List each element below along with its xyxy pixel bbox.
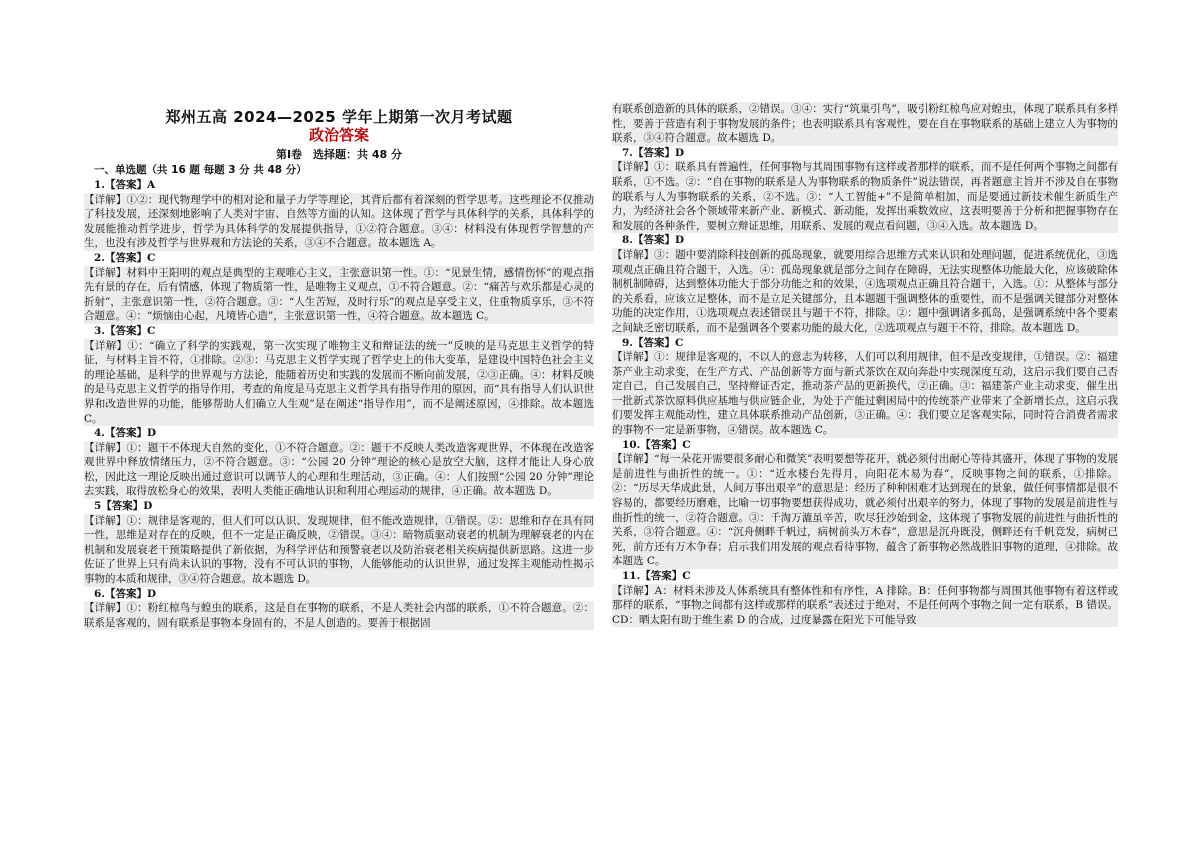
answer-block <box>612 569 1118 627</box>
answer-label: 2.【答案】C <box>94 251 156 264</box>
explanation-text: 【详解】①：粉红椋鸟与蝗虫的联系，这是自在事物的联系，不是人类社会内部的联系，①不符合题意。②：联系是客观的，固有联系是事物本身固有的，不是人创造的。要善于根据固 <box>84 602 594 629</box>
answer-label: 6.【答案】D <box>94 587 157 600</box>
explanation-text: 【详解】“每一朵花开需要很多耐心和微笑”表明要想等花开，就必须付出耐心等待其盛开，体现了事物的发展是前进性与曲折性的统一。①：“近水楼台先得月，向阳花木易为春”，反映事物之间的联系，①排除。②：“历尽天华成此景，人间万事出艰辛”的意思是：经历了种种困难才达到现在的景象，做任何事情都是很不容易的，都要经历磨难，比喻一切事物要想获得成功，就必须付出艰辛的努力，体现了事物的发展是前进性与曲折性的统一，②符合题意。③：千淘万漉虽辛苦，吹尽狂沙始到金，这体现了事物发展的前进性与曲折性的关系，③符合题意。④：“沉舟侧畔千帆过，病树前头万木春”，意思是沉舟既没，侧畔还有千帆竞发，病树已死，前方还有万木争春；启示我们用发展的观点看待事物，蕴含了新事物必然战胜旧事物的道理，④排除。故本题选 C。 <box>612 453 1118 568</box>
answer-label: 11.【答案】C <box>622 570 691 582</box>
explanation-text: 【详解】①：规律是客观的，但人们可以认识、发现规律，但不能改造规律，①错误。②：思维和存在具有同一性，思维是对存在的反映，但不一定是正确反映，②错误。③④：暗物质驱动衰老的机制为理解衰老的内在机制和发展衰老干预策略提供了新依据，为科学评估和预警衰老以及防治衰老相关疾病提供新思路。这进一步佐证了世界上只有尚未认识的事物，没有不可认识的事物，人能够能动的认识世界，通过发挥主观能动性揭示事物的本质和规律，③④符合题意。故本题选 D。 <box>84 514 594 586</box>
page-subtitle: 政治答案 <box>308 126 369 144</box>
left-column <box>84 178 594 630</box>
answer-block <box>84 251 594 324</box>
answer-block <box>84 587 594 631</box>
page-title: 郑州五高 2024—2025 学年上期第一次月考试题 <box>165 108 513 126</box>
explanation-text: 【详解】①②：现代物理学中的相对论和量子力学等理论，其背后都有着深刻的哲学思考。这些理论不仅推动了科技发展，还深刻地影响了人类对宇宙、自然等方面的认知。这体现了哲学与具体科学的关系，具体科学的发展能推动哲学进步，哲学为具体科学的发展提供指导，①②符合题意。③④：材料没有体现哲学智慧的产生，也没有涉及哲学与世界观和方法论的关系，③④不合题意。故本题选 A。 <box>84 193 594 250</box>
answer-label: 8.【答案】D <box>622 234 685 247</box>
explanation-text: 【详解】①：“确立了科学的实践观，第一次实现了唯物主义和辩证法的统一”反映的是马克思主义哲学的特征，与材料主旨不符，①排除。②③：马克思主义哲学实现了哲学史上的伟大变革，是建设中国特色社会主义的理论基础，是科学的世界观与方法论，能随着历史和实践的发展而不断向前发展，②③正确。④：材料反映的是马克思主义哲学的指导作用，考查的角度是马克思主义哲学具有指导作用的原因，而“具有指导人们认识世界和改造世界的功能，能够帮助人们确立人生观”是在阐述“指导作用”，而不是阐述原因，④排除。故本题选 C。 <box>84 339 594 425</box>
answer-label: 3.【答案】C <box>94 324 156 337</box>
answer-block <box>612 102 1118 146</box>
answer-block <box>612 336 1118 438</box>
explanation-text: 【详解】①：规律是客观的，不以人的意志为转移，人们可以利用规律，但不是改变规律，①错误。②：福建茶产业主动求变，在生产方式、产品创新等方面与新式茶饮在双向奔赴中实现深度互动，这启示我们要自己否定自己，自己发展自己，坚持辩证否定，推动茶产品的更新换代，②正确。③：福建茶产业主动求变，催生出一批新式茶饮原料供应基地与供应链企业，为处于产能过剩困局中的传统茶产业带来了全新增长点，这启示我们要发挥主观能动性，建立具体联系推动产品创新，③正确。④：我们要立足客观实际，同时符合消费者需求的事物不一定是新事物，④错误。故本题选 C。 <box>612 351 1118 437</box>
explanation-text: 【详解】①：联系具有普遍性，任何事物与其周围事物有这样或者那样的联系，而不是任何两个事物之间都有联系，①不选。②：“自在事物的联系是人为事物联系的物质条件”说法错误，再者题意主旨并不涉及自在事物的联系与人为事物联系的关系，②不选。③：“人工智能+”不是简单相加，而是要通过新技术催生新质生产力，为经济社会各个领域带来新产业、新模式、新动能，发挥出乘数效应，这表明要善于分析和把握事物存在和发展的各种条件，要树立辩证思维，用联系、发展的观点看问题，③④入选。故本题选 D。 <box>612 161 1118 232</box>
answer-block <box>612 233 1118 335</box>
volume-heading: 第Ⅰ卷 选择题：共 48 分 <box>275 148 403 161</box>
answer-label: 5【答案】D <box>94 500 153 513</box>
answer-label: 7.【答案】D <box>622 146 685 159</box>
explanation-text: 【详解】③：题中要消除科技创新的孤岛现象，就要用综合思维方式来认识和处理问题，促进系统优化，③选项观点正确且符合题干，入选。④：孤岛现象就是部分之间存在障碍，无法实现整体功能最大化，应该破除体制机制障碍，达到整体功能大于部分功能之和的效果，④选项观点正确且符合题干，入选。①：从整体与部分的关系看，应该立足整体，而不是立足关键部分，且本题题干强调整体的重要性，而不是强调关键部分对整体功能的决定作用，①选项观点表述错误且与题干不符，排除。②：题中强调诸多孤岛，是强调系统中各个要素之间缺乏密切联系，而不是强调各个要素功能的最大化，②选项观点与题干不符，排除。故本题选 D。 <box>612 248 1118 334</box>
answer-label: 1.【答案】A <box>94 179 156 191</box>
right-column <box>612 102 1118 627</box>
explanation-text: 【详解】A：材料未涉及人体系统具有整体性和有序性，A 排除。B：任何事物都与周围其他事物有着这样或那样的联系，“事物之间都有这样或那样的联系”表述过于绝对，不是任何两个事物之间一定有联系，B 错误。CD：晒太阳有助于维生素 D 的合成，过度暴露在阳光下可能导致 <box>612 584 1118 626</box>
section-heading: 一、单选题（共 16 题 每题 3 分 共 48 分） <box>94 164 307 176</box>
answer-block <box>84 178 594 251</box>
answer-block <box>84 426 594 499</box>
answer-label: 10.【答案】C <box>622 438 691 451</box>
answer-block <box>84 324 594 426</box>
explanation-text: 有联系创造新的具体的联系，②错误。③④：实行“筑巢引鸟”，吸引粉红椋鸟应对蝗虫，体现了联系具有多样性，要善于营造有利于事物发展的条件；也表明联系具有客观性，要在自在事物联系的基础上建立人为事物的联系，③④符合题意。故本题选 D。 <box>612 103 1118 145</box>
answer-block <box>84 499 594 587</box>
explanation-text: 【详解】材料中王阳明的观点是典型的主观唯心主义，主张意识第一性。①：“见景生情，感情伤怀”的观点指先有景的存在，后有情感，体现了物质第一性，是唯物主义观点，①不符合题意。②：“痛苦与欢乐都是心灵的折射”，主张意识第一性，②符合题意。③：“人生苦短，及时行乐”的观点是享受主义，住重物质享乐，③不符合题意。④：“烦恼由心起，凡境皆心造”，主张意识第一性，④符合题意。故本题选 C。 <box>84 266 594 323</box>
answer-label: 4.【答案】D <box>94 427 157 440</box>
answer-block <box>612 146 1118 234</box>
answer-label: 9.【答案】C <box>622 336 684 349</box>
answer-block <box>612 438 1118 569</box>
explanation-text: 【详解】①：题干不体现大自然的变化，①不符合题意。②：题干不反映人类改造客观世界，不体现在改造客观世界中释放情绪压力，②不符合题意。③：“公园 20 分钟”理论的核心是放空大脑，这样才能让人身心放松，因此这一理论反映出通过意识可以调节人的心理和生理活动，③正确。④：人们按照“公园 20 分钟”理论去实践，取得放松身心的效果，表明人类能正确地认识和利用心理运动的规律，④正确。故本题选 D。 <box>84 441 594 498</box>
